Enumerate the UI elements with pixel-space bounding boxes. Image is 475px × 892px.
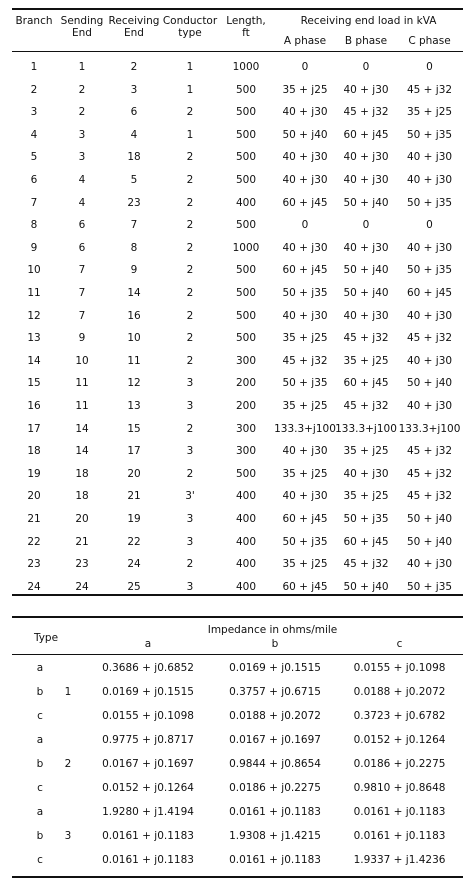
cell-impedance-c: 0.0155 + j0.1098 [353,662,446,674]
cell-conductor-type: 2 [186,422,194,435]
cell-conductor-type: 3' [185,490,195,503]
cell-conductor-type: 3 [186,445,194,458]
header-conductor-type [162,15,218,39]
cell-conductor-type: 2 [186,332,194,345]
table-row [12,464,463,484]
cell-conductor-type: 2 [186,196,194,209]
cell-length: 400 [235,580,257,593]
cell-load-phase-c: 60 + j45 [406,287,453,299]
cell-conductor-type: 2 [186,106,194,119]
cell-branch: 22 [27,535,41,548]
table-row [12,351,463,371]
table-row [12,396,463,416]
cell-branch: 21 [27,513,41,525]
cell-impedance-c: 0.0161 + j0.1183 [353,806,446,818]
cell-load-phase-b: 0 [362,61,370,73]
cell-type-number [58,802,78,822]
cell-receiving-end: 18 [127,151,141,164]
table-row [12,419,463,439]
cell-type-number: 1 [64,686,72,698]
cell-length: 1000 [232,61,260,73]
header-impedance-group: Impedance in ohms/mile [207,624,338,636]
header-conductor-line1: Conductor [162,15,218,27]
cell-impedance-c: 0.0188 + j0.2072 [353,686,446,698]
cell-load-phase-b: 60 + j45 [343,535,389,548]
cell-load-phase-a: 35 + j25 [282,83,328,96]
cell-load-phase-c: 45 + j32 [406,445,453,458]
cell-load-phase-b: 60 + j45 [343,128,389,141]
cell-receiving-end: 4 [130,128,138,141]
cell-length: 200 [235,377,257,390]
header-sending-end [58,15,106,39]
table-row [12,826,463,846]
cell-phase: b [36,686,44,698]
cell-branch: 13 [27,332,41,345]
cell-conductor-type: 3 [186,400,194,412]
cell-branch: 17 [27,422,41,435]
cell-type-number [58,706,78,726]
cell-conductor-type: 2 [186,354,194,367]
cell-load-phase-b: 50 + j40 [343,264,389,277]
cell-impedance-a: 1.9280 + j1.4194 [102,806,194,818]
header-sending-line1: Sending [60,15,104,27]
cell-receiving-end: 3 [130,83,138,96]
table-row [12,658,463,678]
cell-impedance-a: 0.0169 + j0.1515 [102,686,194,698]
header-load-group: Receiving end load in kVA [300,15,437,27]
cell-impedance-c: 1.9337 + j1.4236 [353,854,446,866]
cell-load-phase-b: 35 + j25 [343,445,389,458]
cell-impedance-b: 0.9844 + j0.8654 [229,758,321,770]
cell-load-phase-b: 50 + j40 [343,580,389,593]
cell-impedance-b: 0.0188 + j0.2072 [229,710,321,722]
cell-phase: a [36,734,44,746]
cell-load-phase-c: 45 + j32 [406,490,453,503]
cell-sending-end: 3 [78,128,86,141]
cell-phase: c [37,782,43,794]
cell-conductor-type: 3 [186,580,194,593]
cell-load-phase-b: 40 + j30 [343,151,389,164]
cell-sending-end: 11 [75,377,89,390]
cell-load-phase-a: 35 + j25 [282,558,328,571]
cell-impedance-c: 0.9810 + j0.8648 [353,782,446,794]
cell-conductor-type: 3 [186,535,194,548]
cell-receiving-end: 13 [127,400,141,412]
cell-load-phase-b: 40 + j30 [343,174,389,186]
cell-length: 500 [235,467,257,480]
cell-load-phase-a: 35 + j25 [282,332,328,345]
cell-sending-end: 24 [75,580,89,593]
cell-type-number [58,730,78,750]
header-col-b: b [271,638,279,650]
cell-impedance-a: 0.0155 + j0.1098 [102,710,194,722]
cell-load-phase-c: 50 + j40 [406,377,453,390]
cell-load-phase-c: 40 + j30 [406,558,453,571]
cell-length: 400 [235,513,257,525]
cell-branch: 18 [27,445,41,458]
cell-load-phase-b: 45 + j32 [343,558,389,571]
cell-load-phase-c: 45 + j32 [406,332,453,345]
header-length [220,15,272,39]
table-row [12,125,463,145]
cell-branch: 23 [27,558,41,571]
table1-top-rule [12,8,463,10]
cell-sending-end: 4 [78,174,86,186]
cell-length: 300 [235,422,257,435]
cell-sending-end: 10 [75,354,89,367]
cell-branch: 9 [30,241,38,254]
cell-load-phase-c: 40 + j30 [406,241,453,254]
cell-receiving-end: 16 [127,309,141,322]
cell-sending-end: 2 [78,106,86,119]
cell-load-phase-b: 45 + j32 [343,400,389,412]
cell-length: 500 [235,309,257,322]
cell-load-phase-a: 50 + j35 [282,535,328,548]
cell-impedance-b: 0.0161 + j0.1183 [229,854,321,866]
cell-branch: 2 [30,83,38,96]
cell-load-phase-a: 50 + j40 [282,128,328,141]
cell-receiving-end: 19 [127,513,141,525]
cell-load-phase-b: 45 + j32 [343,106,389,119]
cell-impedance-c: 0.3723 + j0.6782 [353,710,446,722]
cell-length: 500 [235,151,257,164]
cell-load-phase-a: 0 [301,61,309,73]
cell-receiving-end: 6 [130,106,138,119]
cell-sending-end: 14 [75,445,89,458]
table1-header-rule [12,51,463,52]
table1-bottom-rule [12,594,463,596]
header-phase-b: B phase [344,35,388,47]
cell-receiving-end: 22 [127,535,141,548]
cell-branch: 6 [30,174,38,186]
cell-sending-end: 20 [75,513,89,525]
cell-receiving-end: 8 [130,241,138,254]
table-row [12,147,463,167]
cell-load-phase-a: 50 + j35 [282,287,328,299]
cell-load-phase-b: 45 + j32 [343,332,389,345]
cell-impedance-b: 0.0161 + j0.1183 [229,806,321,818]
table-row [12,215,463,235]
cell-length: 500 [235,106,257,119]
cell-conductor-type: 2 [186,151,194,164]
cell-length: 300 [235,445,257,458]
table-row [12,730,463,750]
cell-load-phase-b: 50 + j35 [343,513,389,525]
cell-load-phase-c: 40 + j30 [406,354,453,367]
header-receiving-line2: End [124,27,144,39]
table2-bottom-rule [12,876,463,878]
cell-load-phase-a: 60 + j45 [282,580,328,593]
cell-load-phase-a: 40 + j30 [282,151,328,164]
cell-length: 400 [235,490,257,503]
cell-load-phase-b: 60 + j45 [343,377,389,390]
table-row [12,486,463,506]
cell-receiving-end: 7 [130,219,138,232]
table-row [12,778,463,798]
table-row [12,260,463,280]
cell-conductor-type: 2 [186,309,194,322]
cell-load-phase-c: 50 + j40 [406,513,453,525]
cell-load-phase-a: 45 + j32 [282,354,328,367]
header-receiving-line1: Receiving [108,15,160,27]
cell-sending-end: 1 [78,61,86,73]
cell-load-phase-a: 40 + j30 [282,174,328,186]
cell-phase: b [36,758,44,770]
table-row [12,706,463,726]
cell-length: 400 [235,535,257,548]
cell-conductor-type: 1 [186,83,194,96]
cell-load-phase-a: 60 + j45 [282,513,328,525]
cell-sending-end: 3 [78,151,86,164]
cell-load-phase-b: 133.3+j100 [335,422,397,435]
cell-type-number: 3 [64,830,72,842]
cell-sending-end: 21 [75,535,89,548]
cell-load-phase-a: 40 + j30 [282,106,328,119]
cell-sending-end: 11 [75,400,89,412]
cell-receiving-end: 20 [127,467,141,480]
cell-conductor-type: 1 [186,128,194,141]
cell-load-phase-c: 45 + j32 [406,467,453,480]
cell-sending-end: 2 [78,83,86,96]
cell-impedance-c: 0.0161 + j0.1183 [353,830,446,842]
table-row [12,306,463,326]
cell-receiving-end: 11 [127,354,141,367]
cell-conductor-type: 2 [186,264,194,277]
cell-load-phase-c: 40 + j30 [406,151,453,164]
cell-branch: 11 [27,287,41,299]
cell-load-phase-c: 40 + j30 [406,174,453,186]
cell-branch: 1 [30,61,38,73]
cell-receiving-end: 23 [127,196,141,209]
cell-sending-end: 6 [78,219,86,232]
table-row [12,554,463,574]
cell-load-phase-a: 40 + j30 [282,241,328,254]
cell-conductor-type: 3 [186,377,194,390]
cell-sending-end: 14 [75,422,89,435]
cell-load-phase-a: 35 + j25 [282,467,328,480]
cell-receiving-end: 21 [127,490,141,503]
cell-sending-end: 18 [75,490,89,503]
header-sending-line2: End [72,27,92,39]
cell-receiving-end: 10 [127,332,141,345]
cell-load-phase-c: 35 + j25 [406,106,453,119]
cell-conductor-type: 2 [186,174,194,186]
cell-type-number [58,850,78,870]
cell-receiving-end: 5 [130,174,138,186]
cell-conductor-type: 2 [186,558,194,571]
cell-load-phase-b: 0 [362,219,370,232]
header-conductor-line2: type [178,27,202,39]
cell-impedance-c: 0.0186 + j0.2275 [353,758,446,770]
cell-phase: a [36,662,44,674]
header-col-c: c [396,638,403,650]
table-row [12,441,463,461]
cell-load-phase-b: 40 + j30 [343,241,389,254]
cell-conductor-type: 2 [186,287,194,299]
cell-load-phase-b: 35 + j25 [343,490,389,503]
cell-type-number [58,658,78,678]
table-row [12,102,463,122]
header-length-line1: Length, [226,15,266,27]
cell-impedance-a: 0.0161 + j0.1183 [102,854,194,866]
cell-type-number: 2 [64,758,72,770]
cell-load-phase-c: 50 + j35 [406,264,453,277]
cell-length: 500 [235,287,257,299]
cell-length: 500 [235,83,257,96]
cell-branch: 14 [27,354,41,367]
cell-sending-end: 7 [78,309,86,322]
cell-load-phase-a: 60 + j45 [282,196,328,209]
cell-receiving-end: 9 [130,264,138,277]
table-row [12,193,463,213]
cell-impedance-b: 0.0167 + j0.1697 [229,734,321,746]
cell-receiving-end: 12 [127,377,141,390]
cell-conductor-type: 1 [186,61,194,73]
cell-load-phase-c: 0 [426,61,433,73]
cell-sending-end: 9 [78,332,86,345]
header-phase-c: C phase [408,35,451,47]
cell-impedance-a: 0.0167 + j0.1697 [102,758,194,770]
cell-sending-end: 23 [75,558,89,571]
table-row [12,802,463,822]
table-row [12,283,463,303]
cell-load-phase-a: 40 + j30 [282,309,328,322]
cell-load-phase-c: 50 + j35 [406,128,453,141]
table-row [12,328,463,348]
cell-branch: 7 [30,196,38,209]
cell-receiving-end: 24 [127,558,141,571]
cell-length: 500 [235,174,257,186]
table-row [12,509,463,529]
cell-sending-end: 7 [78,287,86,299]
table-row [12,682,463,702]
cell-load-phase-c: 40 + j30 [406,309,453,322]
cell-length: 500 [235,128,257,141]
table-row [12,238,463,258]
header-type: Type [33,632,59,644]
table-row [12,754,463,774]
cell-load-phase-b: 40 + j30 [343,83,389,96]
table2-header-rule [12,654,463,655]
cell-branch: 12 [27,309,41,322]
cell-load-phase-c: 45 + j32 [406,83,453,96]
cell-length: 500 [235,219,257,232]
table-row [12,373,463,393]
cell-branch: 16 [27,400,41,412]
cell-sending-end: 7 [78,264,86,277]
cell-impedance-a: 0.9775 + j0.8717 [102,734,194,746]
table2-top-rule [12,616,463,618]
cell-type-number [58,778,78,798]
cell-impedance-b: 1.9308 + j1.4215 [229,830,321,842]
table-row [12,80,463,100]
cell-load-phase-c: 50 + j35 [406,580,453,593]
cell-load-phase-a: 60 + j45 [282,264,328,277]
header-receiving-end [108,15,160,39]
cell-conductor-type: 2 [186,241,194,254]
cell-sending-end: 18 [75,467,89,480]
cell-load-phase-c: 40 + j30 [406,400,453,412]
cell-load-phase-a: 40 + j30 [282,445,328,458]
cell-branch: 5 [30,151,38,164]
cell-branch: 3 [30,106,38,119]
cell-impedance-b: 0.3757 + j0.6715 [229,686,321,698]
cell-sending-end: 4 [78,196,86,209]
cell-impedance-b: 0.0186 + j0.2275 [229,782,321,794]
cell-receiving-end: 15 [127,422,141,435]
cell-receiving-end: 25 [127,580,141,593]
table-row [12,57,463,77]
cell-impedance-a: 0.0161 + j0.1183 [102,830,194,842]
cell-receiving-end: 14 [127,287,141,299]
cell-load-phase-b: 50 + j40 [343,287,389,299]
cell-load-phase-b: 40 + j30 [343,467,389,480]
cell-load-phase-a: 133.3+j100 [274,422,336,435]
cell-load-phase-b: 50 + j40 [343,196,389,209]
cell-length: 500 [235,332,257,345]
cell-phase: b [36,830,44,842]
header-phase-a: A phase [283,35,327,47]
cell-sending-end: 6 [78,241,86,254]
cell-branch: 15 [27,377,41,390]
cell-length: 300 [235,354,257,367]
cell-conductor-type: 2 [186,219,194,232]
cell-receiving-end: 17 [127,445,141,458]
cell-load-phase-a: 40 + j30 [282,490,328,503]
cell-length: 200 [235,400,257,412]
cell-phase: a [36,806,44,818]
header-branch: Branch [15,15,53,27]
cell-branch: 19 [27,467,41,480]
cell-receiving-end: 2 [130,61,138,73]
cell-branch: 4 [30,128,38,141]
cell-conductor-type: 3 [186,513,194,525]
cell-phase: c [37,854,43,866]
header-length-line2: ft [242,27,250,39]
cell-load-phase-a: 35 + j25 [282,400,328,412]
cell-load-phase-c: 133.3+j100 [398,422,461,435]
header-col-a: a [144,638,152,650]
cell-length: 400 [235,196,257,209]
cell-impedance-c: 0.0152 + j0.1264 [353,734,446,746]
cell-load-phase-a: 50 + j35 [282,377,328,390]
cell-load-phase-c: 50 + j40 [406,535,453,548]
cell-impedance-a: 0.3686 + j0.6852 [102,662,194,674]
cell-length: 500 [235,264,257,277]
cell-length: 400 [235,558,257,571]
cell-load-phase-b: 40 + j30 [343,309,389,322]
cell-load-phase-c: 50 + j35 [406,196,453,209]
cell-conductor-type: 2 [186,467,194,480]
table-row [12,532,463,552]
cell-branch: 8 [30,219,38,232]
table-row [12,850,463,870]
cell-branch: 24 [27,580,41,593]
cell-load-phase-b: 35 + j25 [343,354,389,367]
cell-load-phase-c: 0 [426,219,433,232]
cell-impedance-b: 0.0169 + j0.1515 [229,662,321,674]
cell-load-phase-a: 0 [301,219,309,232]
cell-phase: c [37,710,43,722]
cell-branch: 20 [27,490,41,503]
cell-impedance-a: 0.0152 + j0.1264 [102,782,194,794]
cell-length: 1000 [232,241,260,254]
cell-branch: 10 [27,264,41,277]
table-row [12,170,463,190]
